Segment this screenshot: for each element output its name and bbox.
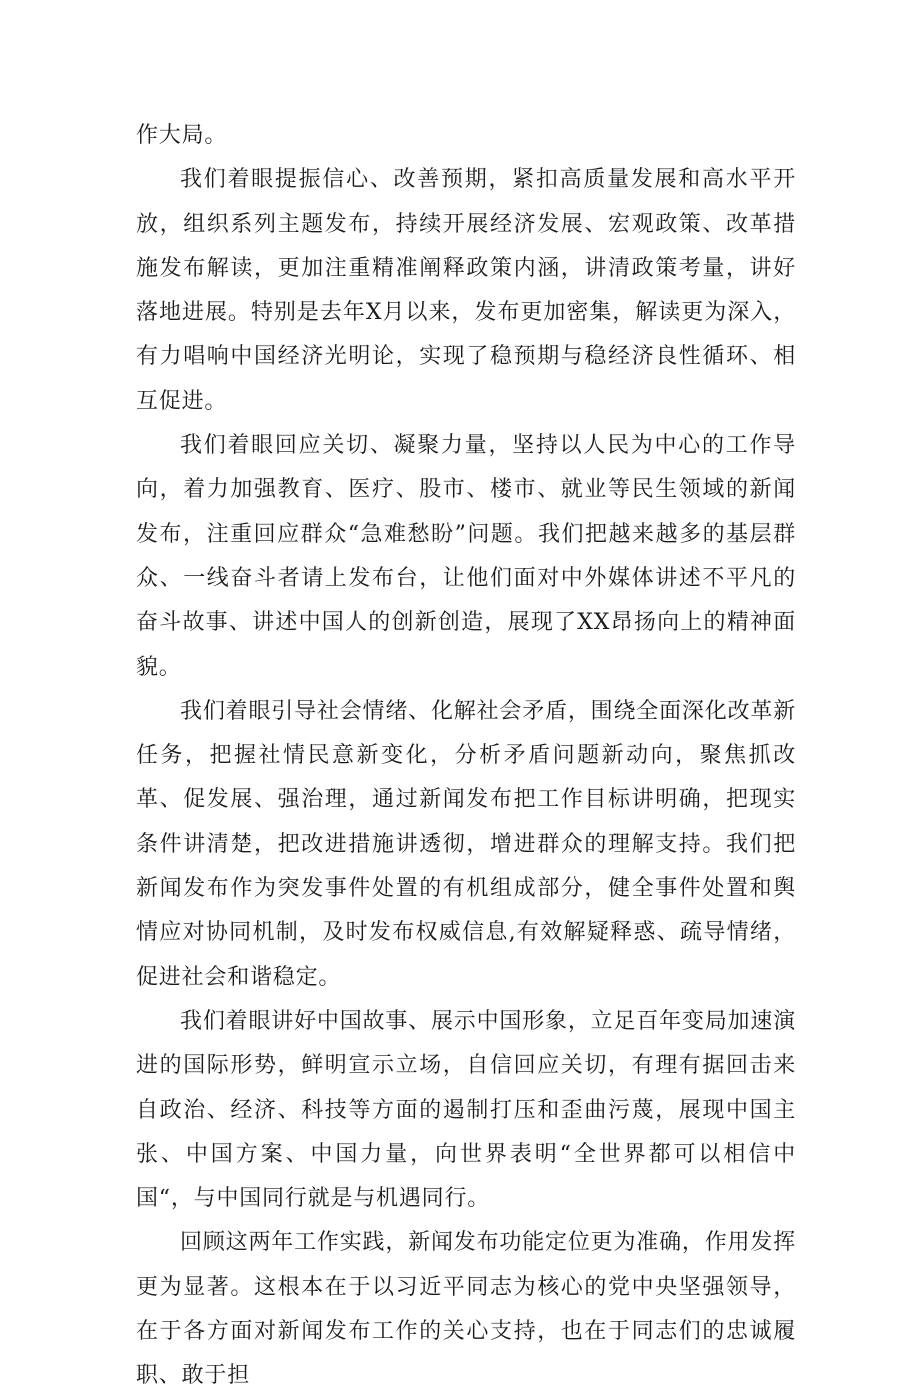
paragraph-review: 回顾这两年工作实践，新闻发布功能定位更为准确，作用发挥更为显著。这根本在于以习近平同志为核心的党中央坚强领导，在于各方面对新闻发布工作的关心支持，也在于同志们的忠诚履职、敢于担 <box>136 1230 796 1389</box>
paragraph-continuation: 作大局。 <box>136 123 228 148</box>
paragraph-china-story: 我们着眼讲好中国故事、展示中国形象，立足百年变局加速演进的国际形势，鲜明宣示立场，自信回应关切，有理有据回击来自政治、经济、科技等方面的遏制打压和歪曲污蔑，展现中国主张、中国方案、中国力量，向世界表明“全世界都可以相信中国“，与中国同行就是与机遇同行。 <box>136 1008 796 1212</box>
paragraph-public-concerns: 我们着眼回应关切、凝聚力量，坚持以人民为中心的工作导向，着力加强教育、医疗、股市、楼市、就业等民生领域的新闻发布，注重回应群众“急难愁盼”问题。我们把越来越多的基层群众、一线奋斗者请上发布台，让他们面对中外媒体讲述不平凡的奋斗故事、讲述中国人的创新创造，展现了XX昂扬向上的精神面貌。 <box>136 433 796 680</box>
paragraph-economy: 我们着眼提振信心、改善预期，紧扣高质量发展和高水平开放，组织系列主题发布，持续开展经济发展、宏观政策、改革措施发布解读，更加注重精准阐释政策内涵，讲清政策考量，讲好落地进展。特别是去年X月以来，发布更加密集，解读更为深入，有力唱响中国经济光明论，实现了稳预期与稳经济良性循环、相互促进。 <box>136 167 796 414</box>
document-body <box>136 114 796 1399</box>
paragraph-social-guidance: 我们着眼引导社会情绪、化解社会矛盾，围绕全面深化改革新任务，把握社情民意新变化，分析矛盾问题新动向，聚焦抓改革、促发展、强治理，通过新闻发布把工作目标讲明确，把现实条件讲清楚，把改进措施讲透彻，增进群众的理解支持。我们把新闻发布作为突发事件处置的有机组成部分，健全事件处置和舆情应对协同机制，及时发布权威信息,有效解疑释惑、疏导情绪，促进社会和谐稳定。 <box>136 698 796 990</box>
